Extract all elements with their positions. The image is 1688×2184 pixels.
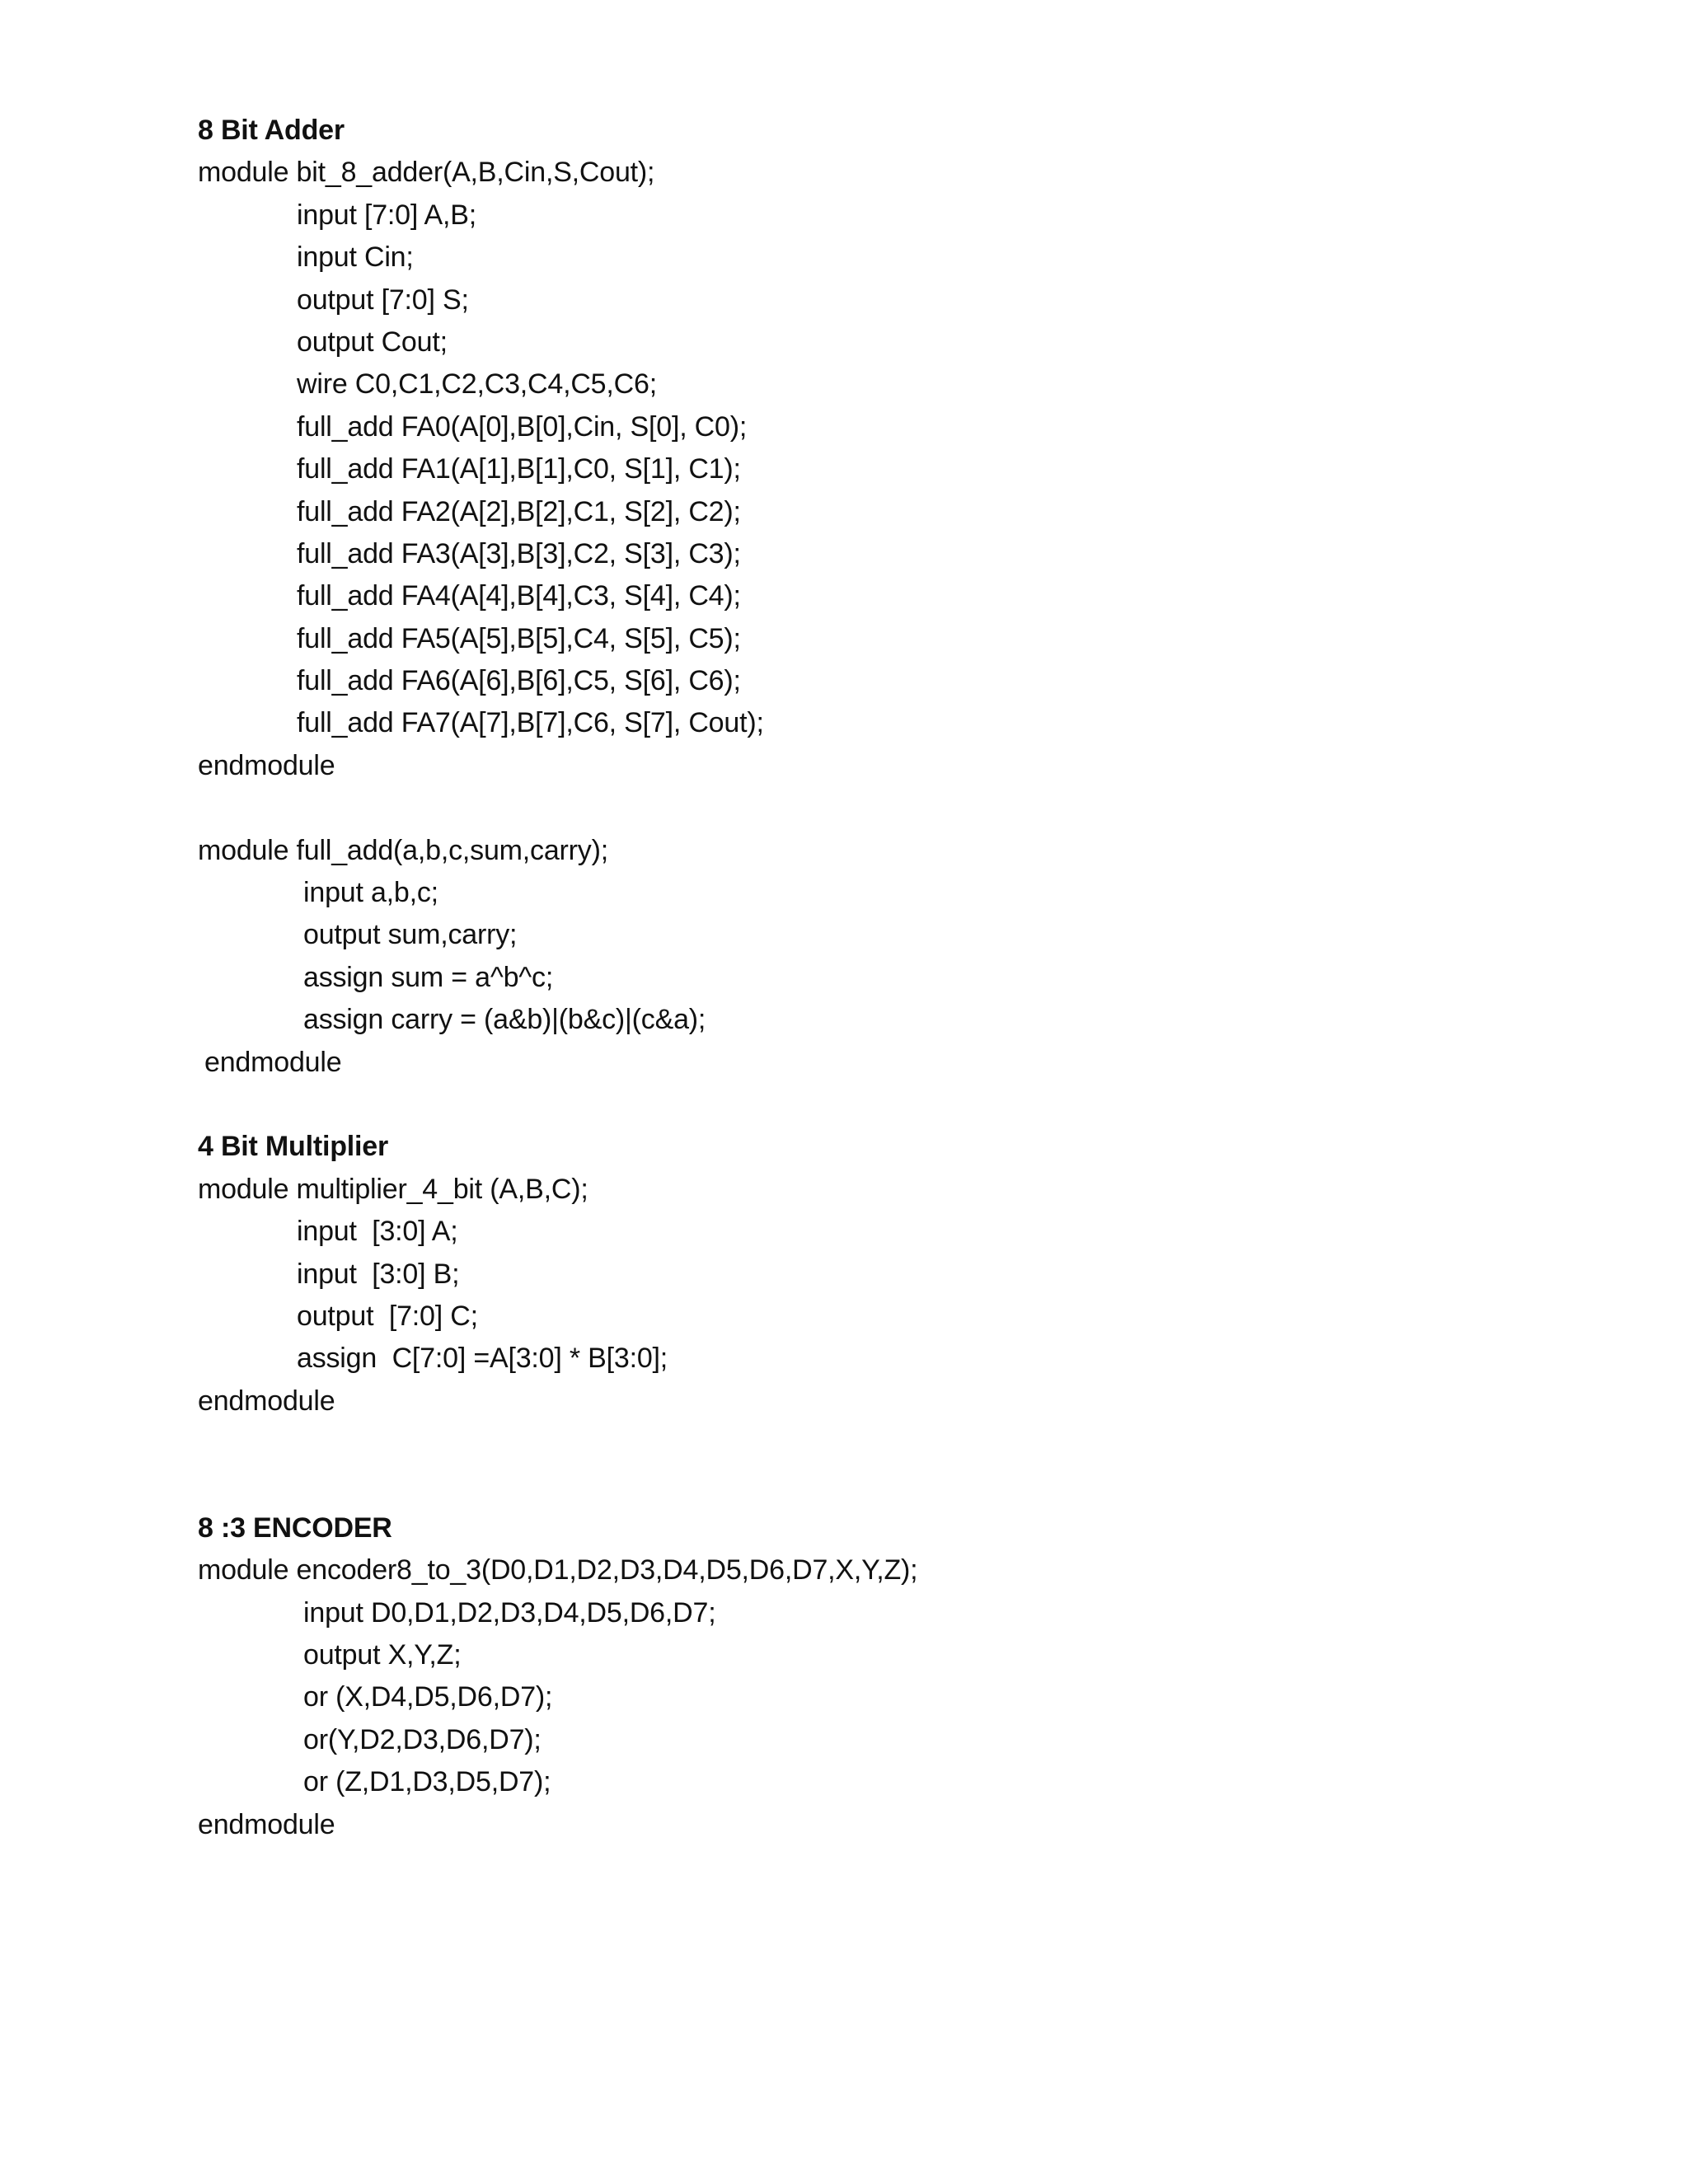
code-line: full_add FA6(A[6],B[6],C5, S[6], C6); <box>297 665 741 697</box>
code-line: or (X,D4,D5,D6,D7); <box>303 1681 553 1713</box>
module-declaration: module full_add(a,b,c,sum,carry); <box>198 834 608 866</box>
code-line: output sum,carry; <box>303 919 518 951</box>
module-end: endmodule <box>198 1385 335 1417</box>
code-line: full_add FA0(A[0],B[0],Cin, S[0], C0); <box>297 410 748 443</box>
code-line: input Cin; <box>297 241 414 274</box>
code-line: output X,Y,Z; <box>303 1639 462 1671</box>
spacer <box>198 1422 1517 1465</box>
section-heading-8-3-encoder: 8 :3 ENCODER <box>198 1511 392 1544</box>
code-line: input [7:0] A,B; <box>297 199 476 231</box>
module-declaration: module multiplier_4_bit (A,B,C); <box>198 1173 588 1205</box>
code-line: full_add FA1(A[1],B[1],C0, S[1], C1); <box>297 453 741 485</box>
code-line: input D0,D1,D2,D3,D4,D5,D6,D7; <box>303 1596 716 1629</box>
code-line: full_add FA3(A[3],B[3],C2, S[3], C3); <box>297 537 741 569</box>
module-end: endmodule <box>204 1046 342 1078</box>
code-line: output [7:0] S; <box>297 284 469 316</box>
code-line: assign sum = a^b^c; <box>303 961 554 993</box>
code-line: assign carry = (a&b)|(b&c)|(c&a); <box>303 1004 706 1036</box>
module-end: endmodule <box>198 1808 335 1840</box>
code-line: full_add FA4(A[4],B[4],C3, S[4], C4); <box>297 580 741 612</box>
document-content <box>198 110 1517 1846</box>
code-line: input [3:0] B; <box>297 1258 460 1290</box>
code-line: full_add FA2(A[2],B[2],C1, S[2], C2); <box>297 495 741 527</box>
code-line: full_add FA7(A[7],B[7],C6, S[7], Cout); <box>297 707 764 739</box>
code-line: input [3:0] A; <box>297 1216 458 1248</box>
code-line: wire C0,C1,C2,C3,C4,C5,C6; <box>297 368 657 401</box>
section-heading-4-bit-multiplier: 4 Bit Multiplier <box>198 1131 389 1163</box>
code-line: input a,b,c; <box>303 877 438 909</box>
code-line: assign C[7:0] =A[3:0] * B[3:0]; <box>297 1343 668 1375</box>
spacer <box>198 1084 1517 1126</box>
module-declaration: module bit_8_adder(A,B,Cin,S,Cout); <box>198 157 655 189</box>
module-declaration: module encoder8_to_3(D0,D1,D2,D3,D4,D5,D6,D7,X,Y,Z); <box>198 1554 918 1586</box>
spacer <box>198 787 1517 829</box>
spacer <box>198 1465 1517 1507</box>
section-heading-8-bit-adder: 8 Bit Adder <box>198 115 345 146</box>
code-line: output Cout; <box>297 326 448 358</box>
module-end: endmodule <box>198 749 335 781</box>
code-line: output [7:0] C; <box>297 1300 478 1332</box>
code-line: or(Y,D2,D3,D6,D7); <box>303 1723 542 1755</box>
code-line: full_add FA5(A[5],B[5],C4, S[5], C5); <box>297 622 741 654</box>
code-line: or (Z,D1,D3,D5,D7); <box>303 1766 551 1798</box>
